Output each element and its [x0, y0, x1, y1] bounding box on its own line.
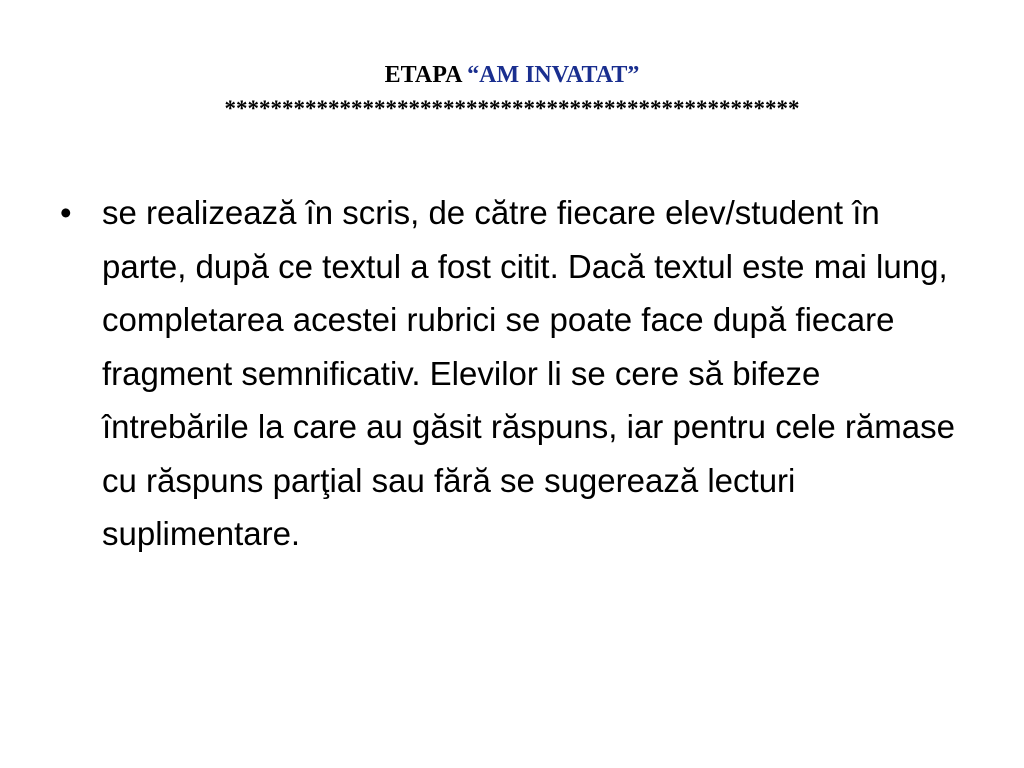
stars-divider: **************************************************	[224, 96, 800, 121]
bullet-text: se realizează în scris, de către fiecare elev/student în parte, după ce textul a fost citit. Dacă textul este mai lung, completarea acestei rubrici se poate face după fiecare fragment semnificativ. Elevilor li se cere să bifeze întrebările la care au găsit răspuns, iar pentru cele rămase cu răspuns parţial sau fără se sugerează lecturi suplimentare.	[102, 194, 955, 552]
title-accent: “AM INVATAT”	[467, 62, 640, 88]
bullet-icon: •	[60, 194, 72, 231]
title-prefix: ETAPA	[384, 62, 468, 88]
title-line	[0, 58, 1024, 92]
body-content	[60, 186, 960, 561]
bullet-item	[60, 186, 960, 561]
slide-title	[0, 58, 1024, 126]
